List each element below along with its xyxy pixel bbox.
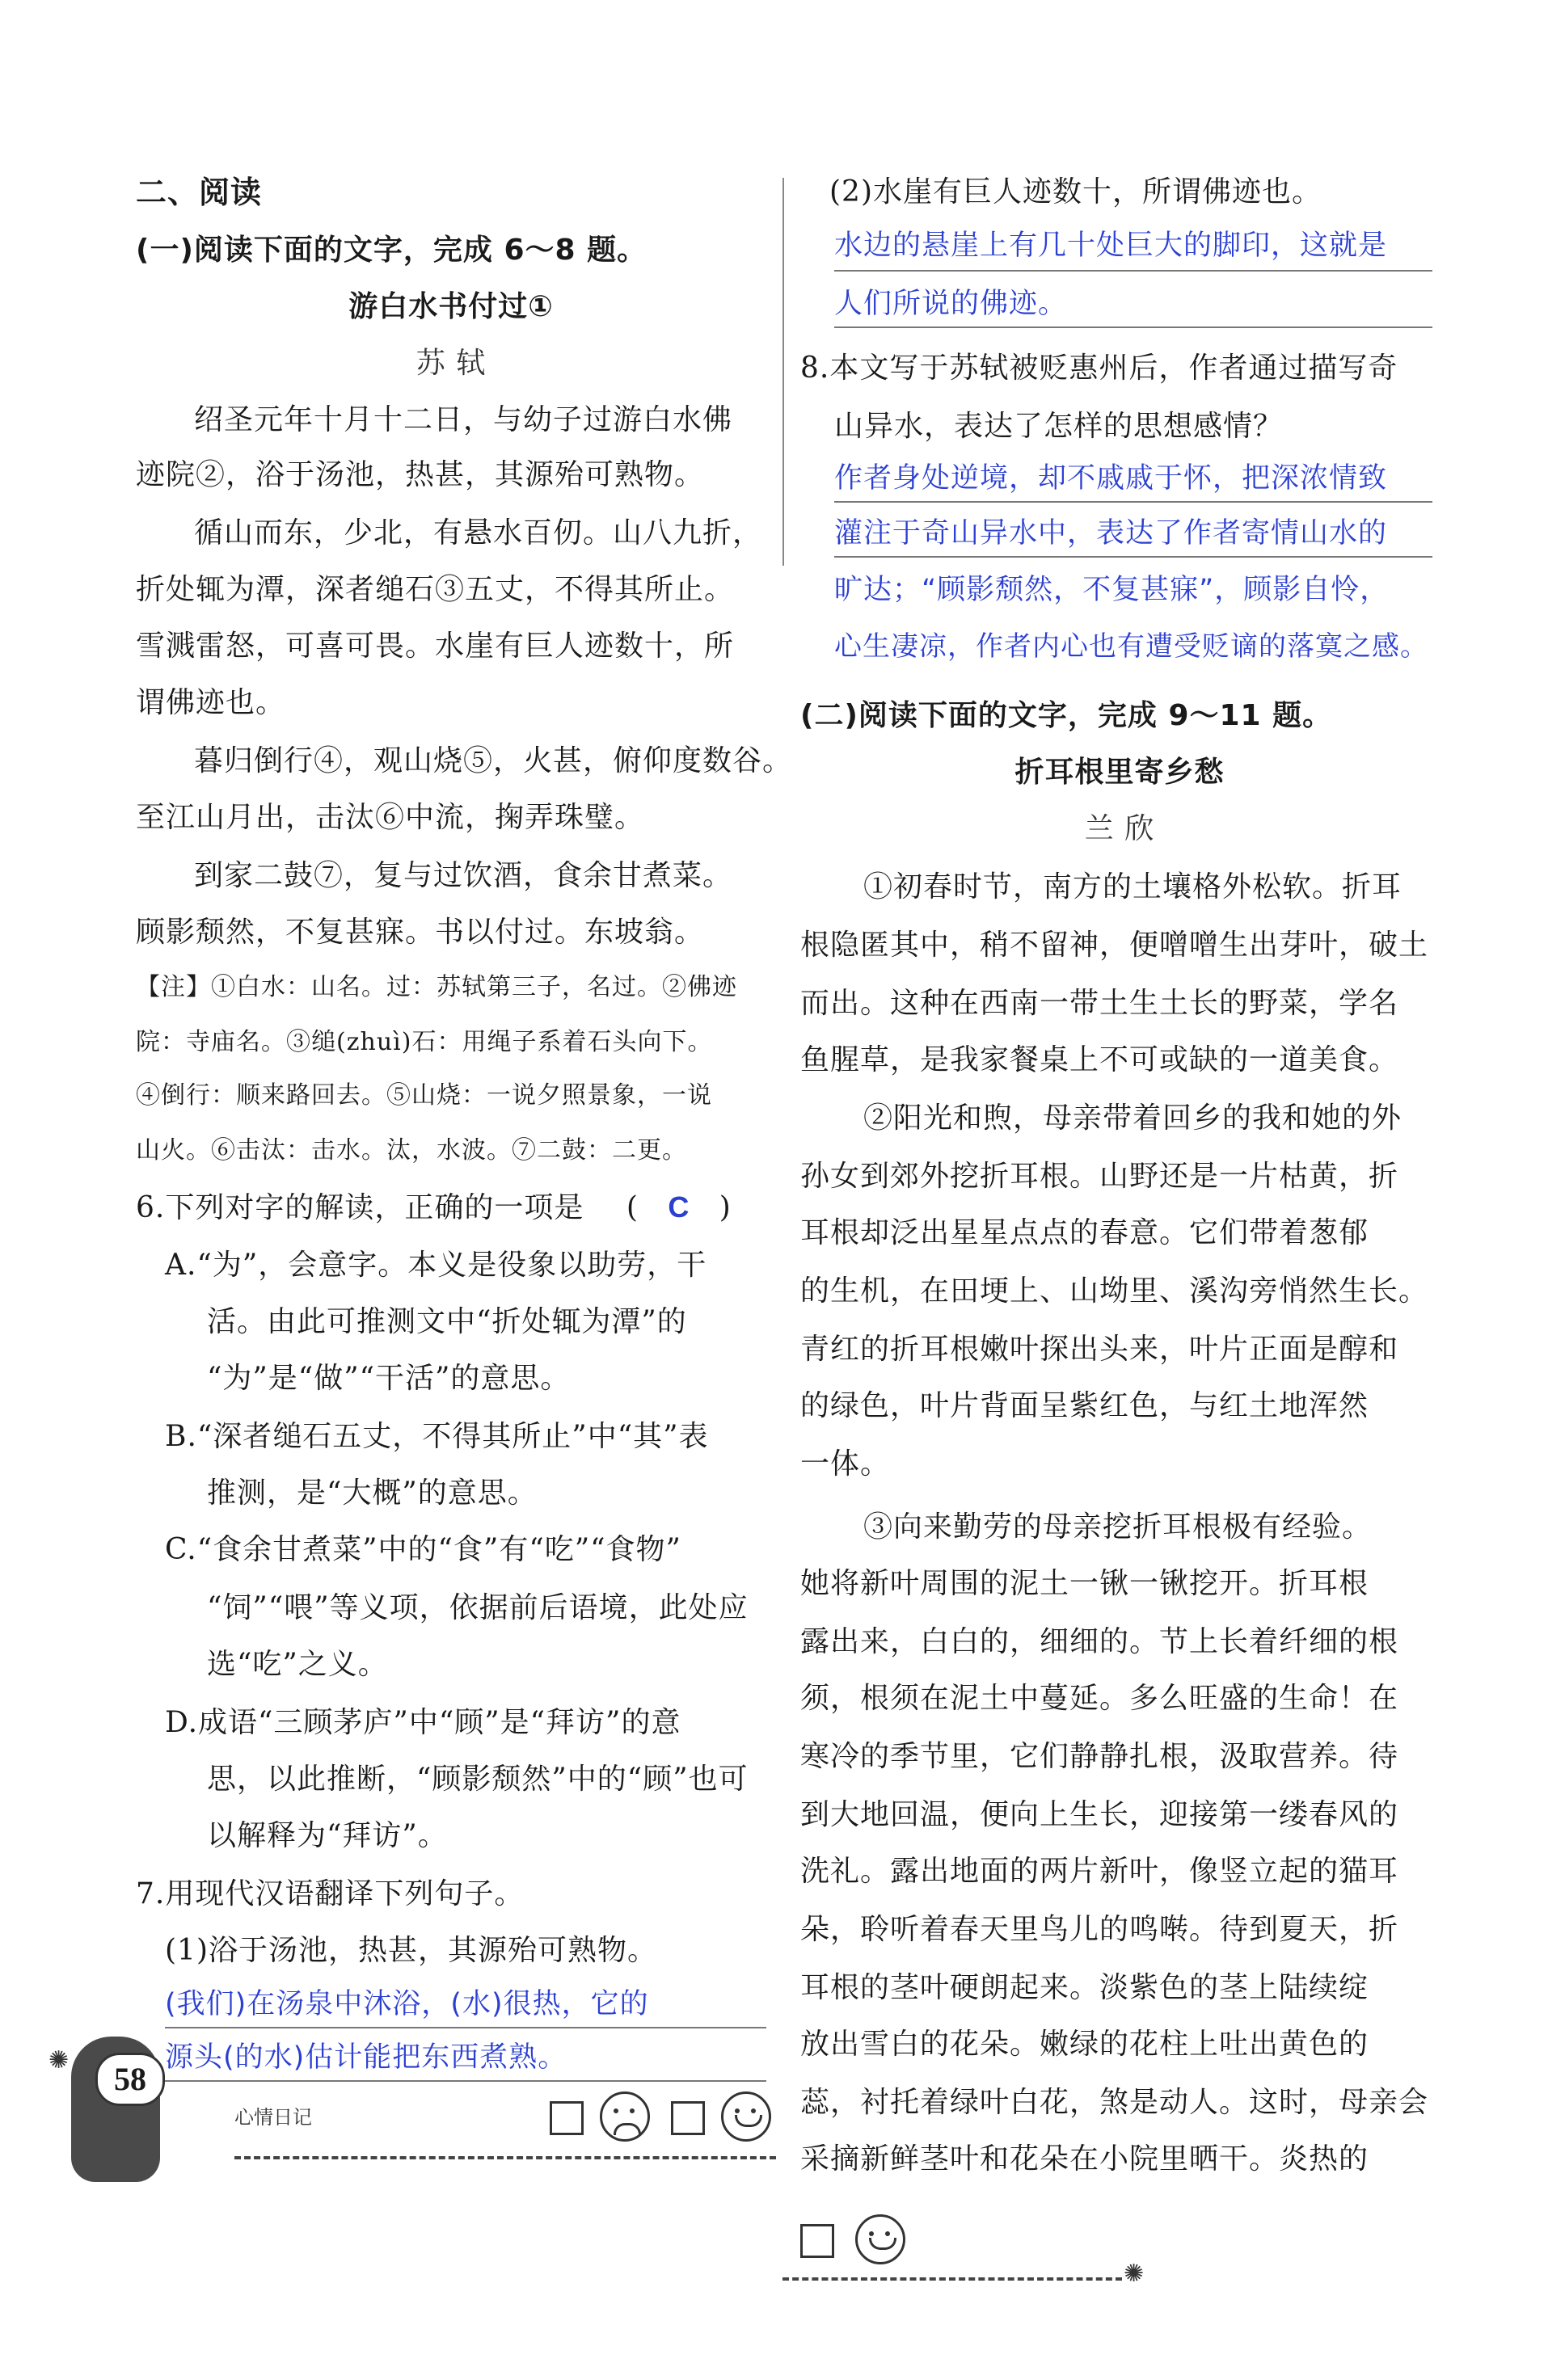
part2-instruction: (二)阅读下面的文字，完成 9～11 题。	[800, 699, 1333, 732]
essay-line: 的绿色，叶片背面呈紫红色，与红土地浑然	[800, 1389, 1369, 1422]
essay-line: 鱼腥草，是我家餐桌上不可或缺的一道美食。	[800, 1043, 1399, 1076]
q7-answer-1-line: 源头(的水)估计能把东西煮熟。	[165, 2041, 567, 2074]
q6-option-line: 以解释为“拜访”。	[207, 1819, 448, 1852]
q6-stem-text: 6.下列对字的解读，正确的一项是	[136, 1191, 584, 1224]
essay-line: 青红的折耳根嫩叶探出头来，叶片正面是醇和	[800, 1333, 1399, 1366]
essay-line: 她将新叶周围的泥土一锹一锹挖开。折耳根	[800, 1567, 1369, 1600]
footer-dashed-line	[234, 2156, 776, 2159]
column-divider	[782, 178, 784, 566]
text-line: 顾影颓然，不复甚寐。书以付过。东坡翁。	[136, 916, 705, 949]
answer-underline	[834, 270, 1432, 272]
essay-line: 一体。	[800, 1447, 891, 1481]
essay-line: 采摘新鲜茎叶和花朵在小院里晒干。炎热的	[800, 2142, 1369, 2176]
essay-line: 耳根的茎叶硬朗起来。淡紫色的茎上陆续绽	[800, 1971, 1369, 2004]
text-line: 迹院②，浴于汤池，热甚，其源殆可熟物。	[136, 458, 705, 491]
mood-checkbox-sad[interactable]	[550, 2101, 584, 2135]
question-8-stem-line: 8.本文写于苏轼被贬惠州后，作者通过描写奇	[800, 352, 1398, 385]
text-line: 谓佛迹也。	[136, 686, 286, 719]
note-line: 山火。⑥击汰：击水。汰，水波。⑦二鼓：二更。	[136, 1136, 687, 1165]
sun-decoration-icon: ✺	[49, 2046, 70, 2075]
q6-option-line: 推测，是“大概”的意思。	[207, 1476, 538, 1510]
text-line: 绍圣元年十月十二日，与幼子过游白水佛	[194, 403, 733, 436]
text-line: 循山而东，少北，有悬水百仞。山八九折，	[194, 516, 763, 550]
q7-answer-2-line: 人们所说的佛迹。	[834, 288, 1068, 320]
sad-face-icon	[600, 2091, 650, 2142]
q6-option-line: D.成语“三顾茅庐”中“顾”是“拜访”的意	[165, 1706, 681, 1739]
note-line: ④倒行：顺来路回去。⑤山烧：一说夕照景象，一说	[136, 1081, 712, 1110]
note-line: 院：寺庙名。③缒(zhuì)石：用绳子系着石头向下。	[136, 1028, 713, 1056]
section-heading: 二、阅读	[136, 175, 263, 210]
footer-dashed-line	[782, 2277, 1122, 2281]
diary-label: 心情日记	[234, 2106, 312, 2129]
text-line: 雪溅雷怒，可喜可畏。水崖有巨人迹数十，所	[136, 630, 735, 663]
q8-answer-line: 灌注于奇山异水中，表达了作者寄情山水的	[834, 517, 1388, 550]
q7-sentence-2: (2)水崖有巨人迹数十，所谓佛迹也。	[829, 175, 1322, 209]
text-line: 到家二鼓⑦，复与过饮酒，食余甘煮菜。	[194, 859, 733, 892]
q6-option-line: 活。由此可推测文中“折处辄为潭”的	[207, 1305, 687, 1338]
essay-line: ①初春时节，南方的土壤格外松软。折耳	[863, 870, 1402, 904]
essay-line: 耳根却泛出星星点点的春意。它们带着葱郁	[800, 1216, 1369, 1249]
q6-paren-close: )	[719, 1191, 732, 1224]
essay-line: 朵，聆听着春天里鸟儿的鸣啭。待到夏天，折	[800, 1913, 1399, 1946]
essay-line: ②阳光和煦，母亲带着回乡的我和她的外	[863, 1102, 1402, 1135]
essay-title: 折耳根里寄乡愁	[1014, 756, 1225, 789]
answer-underline	[165, 2027, 766, 2028]
q8-answer-line: 作者身处逆境，却不戚戚于怀，把深浓情致	[834, 462, 1388, 495]
text-line: 至江山月出，击汰⑥中流，掬弄珠璧。	[136, 801, 645, 834]
essay-line: ③向来勤劳的母亲挖折耳根极有经验。	[863, 1510, 1373, 1544]
note-line: 【注】①白水：山名。过：苏轼第三子，名过。②佛迹	[136, 973, 737, 1001]
q6-option-line: C.“食余甘煮菜”中的“食”有“吃”“食物”	[165, 1533, 681, 1566]
answer-underline	[834, 501, 1432, 503]
q7-answer-2-line: 水边的悬崖上有几十处巨大的脚印，这就是	[834, 230, 1388, 262]
page-number: 58	[95, 2053, 165, 2106]
happy-face-icon	[855, 2214, 905, 2264]
q6-option-line: A.“为”，会意字。本义是役象以助劳，干	[165, 1249, 707, 1282]
q6-option-line: “为”是“做”“干活”的意思。	[207, 1362, 571, 1395]
q7-sentence-1: (1)浴于汤池，热甚，其源殆可熟物。	[165, 1934, 657, 1967]
text-line: 暮归倒行④，观山烧⑤，火甚，俯仰度数谷。	[194, 744, 793, 777]
essay-line: 孙女到郊外挖折耳根。山野还是一片枯黄，折	[800, 1160, 1399, 1193]
essay-author: 兰 欣	[1084, 812, 1155, 845]
question-6-stem	[136, 1186, 732, 1229]
q6-option-line: B.“深者缒石五丈，不得其所止”中“其”表	[165, 1420, 709, 1453]
essay-line: 而出。这种在西南一带土生土长的野菜，学名	[800, 987, 1399, 1020]
essay-line: 根隐匿其中，稍不留神，便噌噌生出芽叶，破土	[800, 929, 1429, 962]
q6-answer: C	[668, 1190, 690, 1224]
question-8-stem-line: 山异水，表达了怎样的思想感情？	[834, 410, 1284, 443]
q7-answer-1-line: (我们)在汤泉中沐浴，(水)很热，它的	[165, 1988, 649, 2020]
essay-line: 须，根须在泥土中蔓延。多么旺盛的生命！在	[800, 1682, 1399, 1715]
q8-answer-line: 心生凄凉，作者内心也有遭受贬谪的落寞之感。	[834, 630, 1428, 663]
q8-answer-line: 旷达；“顾影颓然，不复甚寐”，顾影自怜，	[834, 574, 1390, 606]
happy-face-icon	[721, 2091, 771, 2142]
poem-author: 苏 轼	[415, 347, 487, 380]
poem-title: 游白水书付过①	[348, 290, 554, 323]
sun-decoration-icon: ✺	[1124, 2260, 1145, 2288]
essay-line: 放出雪白的花朵。嫩绿的花柱上吐出黄色的	[800, 2028, 1369, 2061]
essay-line: 露出来，白白的，细细的。节上长着纤细的根	[800, 1625, 1399, 1658]
text-line: 折处辄为潭，深者缒石③五丈，不得其所止。	[136, 573, 735, 606]
essay-line: 的生机，在田埂上、山坳里、溪沟旁悄然生长。	[800, 1274, 1429, 1308]
essay-line: 洗礼。露出地面的两片新叶，像竖立起的猫耳	[800, 1855, 1399, 1888]
mood-checkbox-happy-right[interactable]	[800, 2224, 834, 2258]
essay-line: 寒冷的季节里，它们静静扎根，汲取营养。待	[800, 1740, 1399, 1773]
answer-underline	[165, 2080, 766, 2082]
q6-paren-open: (	[626, 1191, 639, 1224]
q6-option-line: “饲”“喂”等义项，依据前后语境，此处应	[207, 1591, 749, 1624]
answer-underline	[834, 556, 1432, 558]
part1-instruction: (一)阅读下面的文字，完成 6～8 题。	[136, 234, 647, 267]
q6-option-line: 思，以此推断，“顾影颓然”中的“顾”也可	[207, 1763, 749, 1796]
essay-line: 到大地回温，便向上生长，迎接第一缕春风的	[800, 1798, 1399, 1831]
question-7-stem: 7.用现代汉语翻译下列句子。	[136, 1877, 525, 1910]
mood-checkbox-happy[interactable]	[671, 2101, 705, 2135]
essay-line: 蕊，衬托着绿叶白花，煞是动人。这时，母亲会	[800, 2086, 1429, 2119]
q6-option-line: 选“吃”之义。	[207, 1648, 388, 1681]
answer-underline	[834, 326, 1432, 328]
